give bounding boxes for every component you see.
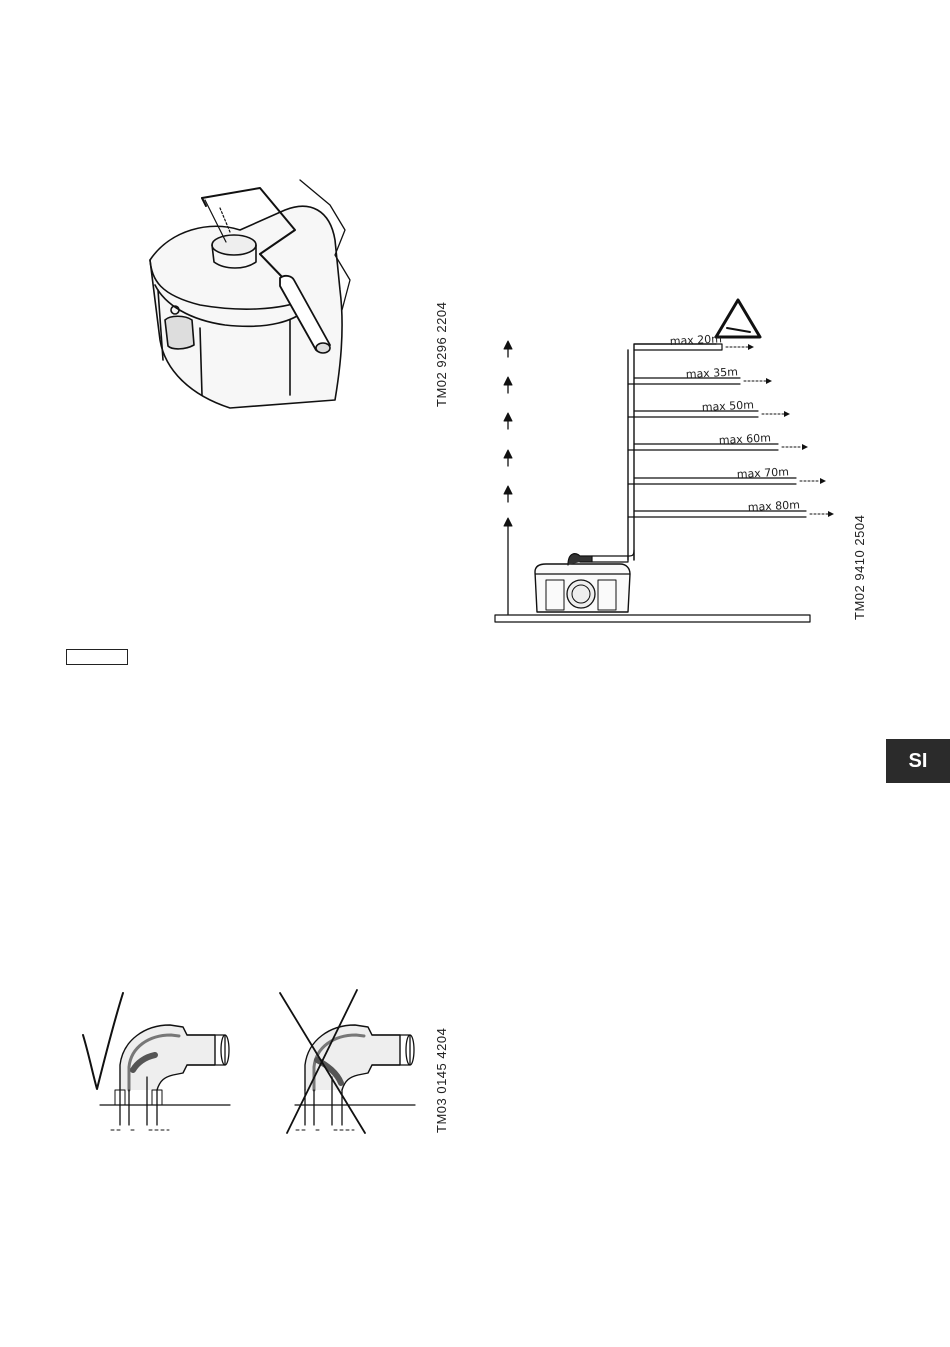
note-label-box (66, 649, 128, 665)
pipe-connection-incorrect (275, 985, 425, 1135)
pipe-connection-correct (75, 985, 240, 1135)
distance-label: max 80m (747, 498, 801, 514)
figure-code-pipe: TM03 0145 4204 (434, 1027, 449, 1133)
saw-cutting-illustration (130, 170, 360, 415)
warning-triangle-icon (716, 300, 760, 337)
language-tab: SI (886, 739, 950, 783)
distance-label: max 60m (718, 431, 772, 447)
figure-code-discharge: TM02 9410 2504 (852, 514, 867, 620)
distance-label: max 70m (736, 465, 790, 481)
distance-label: max 20m (669, 332, 723, 348)
discharge-height-diagram (490, 290, 830, 635)
figure-code-saw: TM02 9296 2204 (434, 301, 449, 407)
distance-label: max 35m (685, 365, 739, 381)
distance-label: max 50m (701, 398, 755, 414)
check-mark-icon (83, 993, 123, 1089)
